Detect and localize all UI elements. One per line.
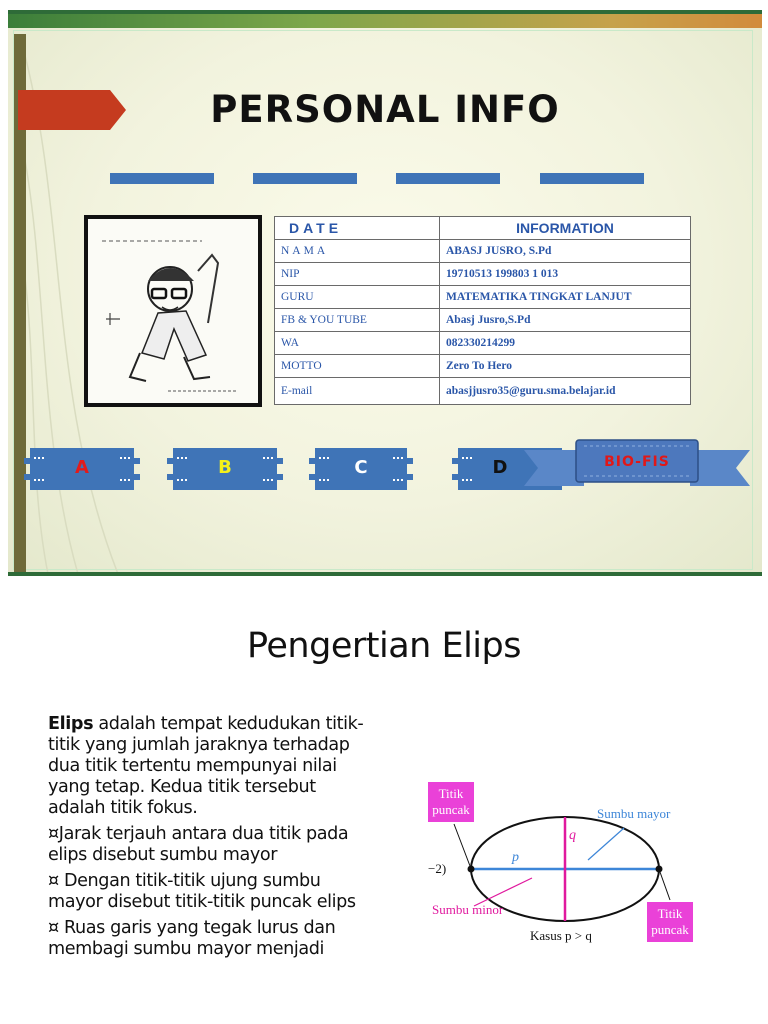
button-a[interactable] xyxy=(22,444,142,494)
button-b-label: B xyxy=(218,457,232,478)
row-value: abasjjusro35@guru.sma.belajar.id xyxy=(440,378,691,405)
personal-info-table xyxy=(274,216,691,405)
q-label: q xyxy=(569,828,576,843)
titik-puncak-right-box: Titik puncak xyxy=(647,902,693,942)
row-key: FB & YOU TUBE xyxy=(275,309,440,332)
vertex-point xyxy=(468,866,475,873)
table-row xyxy=(275,332,691,355)
row-value: MATEMATIKA TINGKAT LANJUT xyxy=(440,286,691,309)
paragraph-text: ¤ Ruas garis yang tegak lurus dan membagi sumbu mayor menjadi xyxy=(48,918,336,959)
table-row xyxy=(275,378,691,405)
row-key: E-mail xyxy=(275,378,440,405)
paragraph xyxy=(48,871,378,913)
row-key: NIP xyxy=(275,263,440,286)
paragraph xyxy=(48,714,378,819)
row-value: 19710513 199803 1 013 xyxy=(440,263,691,286)
row-value: Abasj Jusro,S.Pd xyxy=(440,309,691,332)
row-key: GURU xyxy=(275,286,440,309)
term-bold: Elips xyxy=(48,714,94,734)
definition-text xyxy=(48,714,378,965)
column-header: DATE xyxy=(275,217,440,240)
table-row xyxy=(275,286,691,309)
pengertian-elips-slide xyxy=(0,586,768,1024)
title-underline-dash xyxy=(540,173,644,184)
left-fragment-label: −2) xyxy=(428,861,447,876)
button-c-label: C xyxy=(354,457,368,478)
vertex-point xyxy=(656,866,663,873)
button-d-label: D xyxy=(492,457,508,478)
paragraph-text: ¤ Dengan titik-titik ujung sumbu mayor disebut titik-titik puncak elips xyxy=(48,871,356,912)
paragraph-text: adalah tempat kedudukan titik-titik yang jumlah jaraknya terhadap dua titik tertentu mempunyai nilai yang tetap. Kedua titik tersebut adalah titik fokus. xyxy=(48,714,364,818)
ribbon-label: BIO-FIS xyxy=(604,454,670,470)
button-a-label: A xyxy=(75,457,89,478)
sumbu-minor-label: Sumbu minor xyxy=(432,902,504,917)
title-underline-dash xyxy=(253,173,357,184)
ellipse-diagram xyxy=(414,782,704,982)
table-row xyxy=(275,355,691,378)
table-row xyxy=(275,263,691,286)
row-value: ABASJ JUSRO, S.Pd xyxy=(440,240,691,263)
title-underline-dash xyxy=(110,173,214,184)
table-header-row xyxy=(275,217,691,240)
caption-label: Kasus p > q xyxy=(530,928,592,943)
row-key: WA xyxy=(275,332,440,355)
column-header: INFORMATION xyxy=(440,217,691,240)
table-row xyxy=(275,309,691,332)
slide-title: Pengertian Elips xyxy=(247,626,521,666)
caricature-drawing-icon xyxy=(88,219,258,403)
button-c[interactable] xyxy=(307,444,415,494)
paragraph xyxy=(48,824,378,866)
personal-info-slide xyxy=(8,10,762,576)
bio-fis-ribbon-button[interactable] xyxy=(524,436,750,496)
row-value: Zero To Hero xyxy=(440,355,691,378)
row-key: NAMA xyxy=(275,240,440,263)
caricature-photo xyxy=(84,215,262,407)
sumbu-mayor-label: Sumbu mayor xyxy=(597,806,671,821)
paragraph-text: ¤Jarak terjauh antara dua titik pada elips disebut sumbu mayor xyxy=(48,824,349,865)
table-row xyxy=(275,240,691,263)
button-b[interactable] xyxy=(165,444,285,494)
row-value: 082330214299 xyxy=(440,332,691,355)
p-label: p xyxy=(512,850,519,865)
paragraph xyxy=(48,918,378,960)
title-underline-dash xyxy=(396,173,500,184)
row-key: MOTTO xyxy=(275,355,440,378)
titik-puncak-left-box: Titik puncak xyxy=(428,782,474,822)
slide-title: PERSONAL INFO xyxy=(210,88,560,131)
